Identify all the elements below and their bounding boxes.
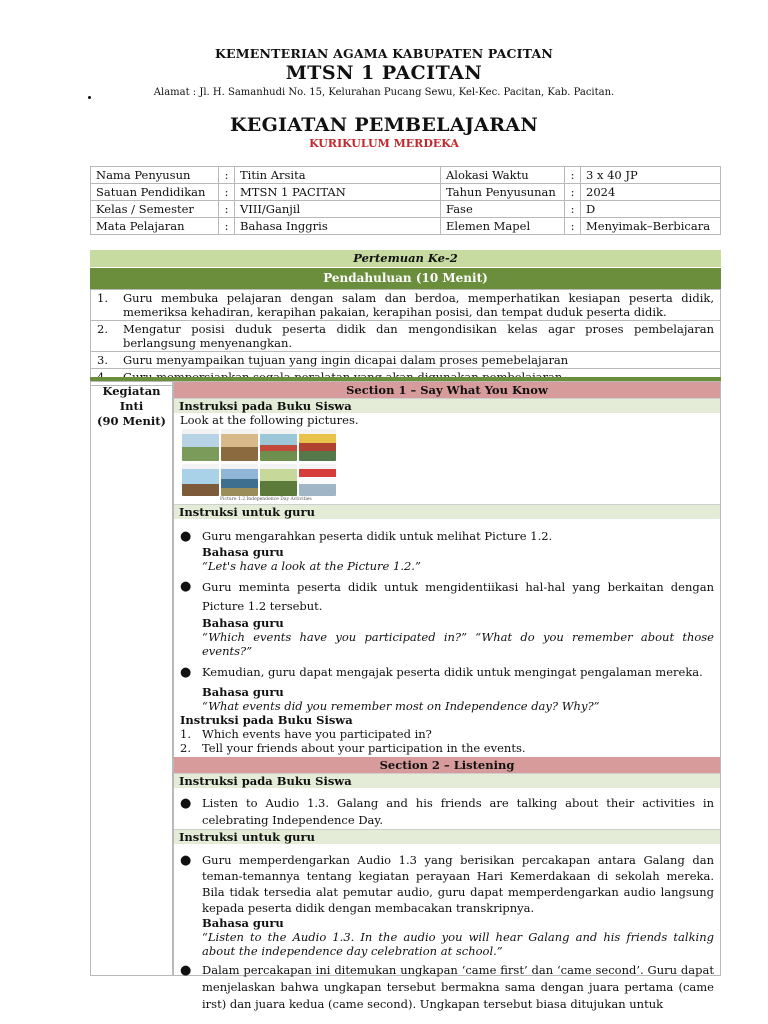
list-item (174, 578, 720, 616)
teacher-instruction-heading: Instruksi untuk guru (174, 504, 720, 519)
teacher-instruction-heading: Instruksi untuk guru (174, 829, 720, 844)
identity-table (90, 166, 721, 235)
core-label-line: (90 Menit) (97, 414, 166, 428)
list-item (174, 741, 720, 755)
page-title: KEGIATAN PEMBELAJARAN (229, 114, 538, 136)
bullet-text: Guru meminta peserta didik untuk mengidentiikasi hal-hal yang berkaitan dengan Picture 1.2 tersebut. (202, 580, 714, 613)
item-text: Guru membuka pelajaran dengan salam dan berdoa, memperhatikan kesiapan peserta didik, memeriksa kehadiran, kerapihan pakaian, kerapihan posisi, dan tempat duduk peserta didik. (123, 291, 714, 319)
list-item (91, 321, 720, 352)
label-cell: Nama Penyusun (91, 167, 219, 184)
value-cell: D (581, 201, 721, 218)
colon-cell: : (219, 201, 235, 218)
school-address: Alamat : Jl. H. Samanhudi No. 15, Kelurahan Pucang Sewu, Kel-Kec. Pacitan, Kab. Pacitan. (153, 87, 615, 98)
table-row (91, 201, 721, 218)
table-row (91, 167, 721, 184)
colon-cell: : (219, 167, 235, 184)
label-cell: Elemen Mapel (441, 218, 565, 235)
bullet-text: Dalam percakapan ini ditemukan ungkapan ‘came first’ dan ‘came second’. Guru dapat menjelaskan bahwa ungkapan tersebut bermakna sama dengan juara pertama (came irst) dan juara kedua (came second). Ungkapan tersebut biasa ditujukan untuk (202, 963, 714, 1011)
teacher-language-label: Bahasa guru (202, 545, 284, 559)
bullet-text: Guru mengarahkan peserta didik untuk melihat Picture 1.2. (202, 529, 553, 543)
stray-dot (88, 96, 91, 99)
label-cell: Fase (441, 201, 565, 218)
value-cell: 2024 (581, 184, 721, 201)
introduction-heading: Pendahuluan (10 Menit) (90, 268, 721, 289)
bullet-text: Guru memperdengarkan Audio 1.3 yang berisikan percakapan antara Galang dan teman-temannya tentang kegiatan perayaan Hari Kemerdakaan di sekolah mereka. Bila tidak tersedia alat pemutar audio, guru dapat memperdengarkan audio langsung kepada peserta didik dengan membacakan transkripnya. (202, 853, 714, 915)
teacher-language-label: Bahasa guru (202, 616, 284, 630)
value-cell: Menyimak–Berbicara (581, 218, 721, 235)
label-cell: Kelas / Semester (91, 201, 219, 218)
bullet-icon: ● (180, 796, 192, 811)
table-row (91, 218, 721, 235)
item-text: Guru menyampaikan tujuan yang ingin dicapai dalam proses pemebelajaran (123, 353, 569, 367)
document-title (0, 114, 768, 150)
item-text: Which events have you participated in? (202, 727, 432, 741)
list-item (174, 795, 720, 829)
label-cell: Tahun Penyusunan (441, 184, 565, 201)
student-book-heading-2: Instruksi pada Buku Siswa (180, 713, 353, 727)
introduction-list (90, 289, 721, 386)
label-cell: Satuan Pendidikan (91, 184, 219, 201)
bullet-text: Kemudian, guru dapat mengajak peserta didik untuk mengingat pengalaman mereka. (202, 665, 703, 679)
value-cell: VIII/Ganjil (235, 201, 441, 218)
colon-cell: : (219, 184, 235, 201)
picture-cracker-eating (260, 429, 297, 461)
picture-marbles-race (221, 464, 258, 496)
student-book-heading: Instruksi pada Buku Siswa (174, 773, 720, 788)
picture-sack-race (221, 429, 258, 461)
teacher-language-label: Bahasa guru (202, 685, 284, 699)
teacher-language-quote: “Which events have you participated in?” “What do you remember about those events?” (202, 630, 714, 658)
list-item (174, 528, 720, 545)
student-book-heading: Instruksi pada Buku Siswa (174, 398, 720, 413)
value-cell: 3 x 40 JP (581, 167, 721, 184)
list-item (174, 852, 720, 916)
bullet-icon: ● (180, 853, 192, 868)
colon-cell: : (565, 218, 581, 235)
item-text: Tell your friends about your participation in the events. (202, 741, 526, 755)
value-cell: Titin Arsita (235, 167, 441, 184)
picture-flag-raising (299, 464, 336, 496)
item-number: 1. (180, 727, 191, 741)
item-number: 3. (97, 353, 108, 367)
core-label-line: Inti (119, 399, 144, 413)
colon-cell: : (565, 184, 581, 201)
bullet-icon: ● (180, 665, 192, 680)
picture-parade (299, 429, 336, 461)
item-number: 2. (180, 741, 191, 755)
item-number: 1. (97, 291, 108, 305)
teacher-language-quote: “Listen to the Audio 1.3. In the audio you will hear Galang and his friends talking about the independence day celebration at school.” (202, 930, 714, 958)
value-cell: Bahasa Inggris (235, 218, 441, 235)
picture-flag-ceremony (182, 429, 219, 461)
bullet-icon: ● (180, 963, 192, 978)
core-label-line: Kegiatan (102, 384, 161, 398)
core-activity-label (90, 381, 173, 976)
teacher-language-quote: “What events did you remember most on Independence day? Why?” (202, 699, 600, 713)
school-name: MTSN 1 PACITAN (285, 62, 483, 84)
page-subtitle: KURIKULUM MERDEKA (309, 137, 459, 150)
ministry-name: KEMENTERIAN AGAMA KABUPATEN PACITAN (214, 46, 554, 61)
meeting-heading: Pertemuan Ke-2 (90, 250, 721, 267)
picture-pole-climbing (182, 464, 219, 496)
letterhead (0, 46, 768, 98)
list-item (91, 352, 720, 369)
section-1-heading: Section 1 – Say What You Know (174, 382, 720, 398)
picture-tug-of-war (260, 464, 297, 496)
picture-caption: Picture 1.2 Independence Day Activities (220, 497, 312, 502)
section-2-heading: Section 2 – Listening (174, 757, 720, 773)
list-item (174, 962, 720, 1013)
look-instruction: Look at the following pictures. (180, 413, 359, 427)
core-activity-content (173, 381, 721, 1011)
teacher-language-label: Bahasa guru (202, 916, 284, 930)
item-text: Mengatur posisi duduk peserta didik dan mengondisikan kelas agar proses pembelajaran berlangsung menyenangkan. (123, 322, 714, 350)
picture-grid (174, 427, 720, 496)
table-row (91, 184, 721, 201)
list-item (174, 664, 720, 681)
bullet-text: Listen to Audio 1.3. Galang and his friends are talking about their activities in celebrating Independence Day. (202, 796, 714, 827)
item-number: 2. (97, 322, 108, 336)
bullet-icon: ● (180, 529, 192, 544)
bullet-icon: ● (180, 579, 192, 594)
label-cell: Alokasi Waktu (441, 167, 565, 184)
list-item (91, 290, 720, 321)
label-cell: Mata Pelajaran (91, 218, 219, 235)
value-cell: MTSN 1 PACITAN (235, 184, 441, 201)
colon-cell: : (565, 167, 581, 184)
colon-cell: : (565, 201, 581, 218)
teacher-language-quote: “Let's have a look at the Picture 1.2.” (202, 559, 421, 573)
list-item (174, 727, 720, 741)
colon-cell: : (219, 218, 235, 235)
